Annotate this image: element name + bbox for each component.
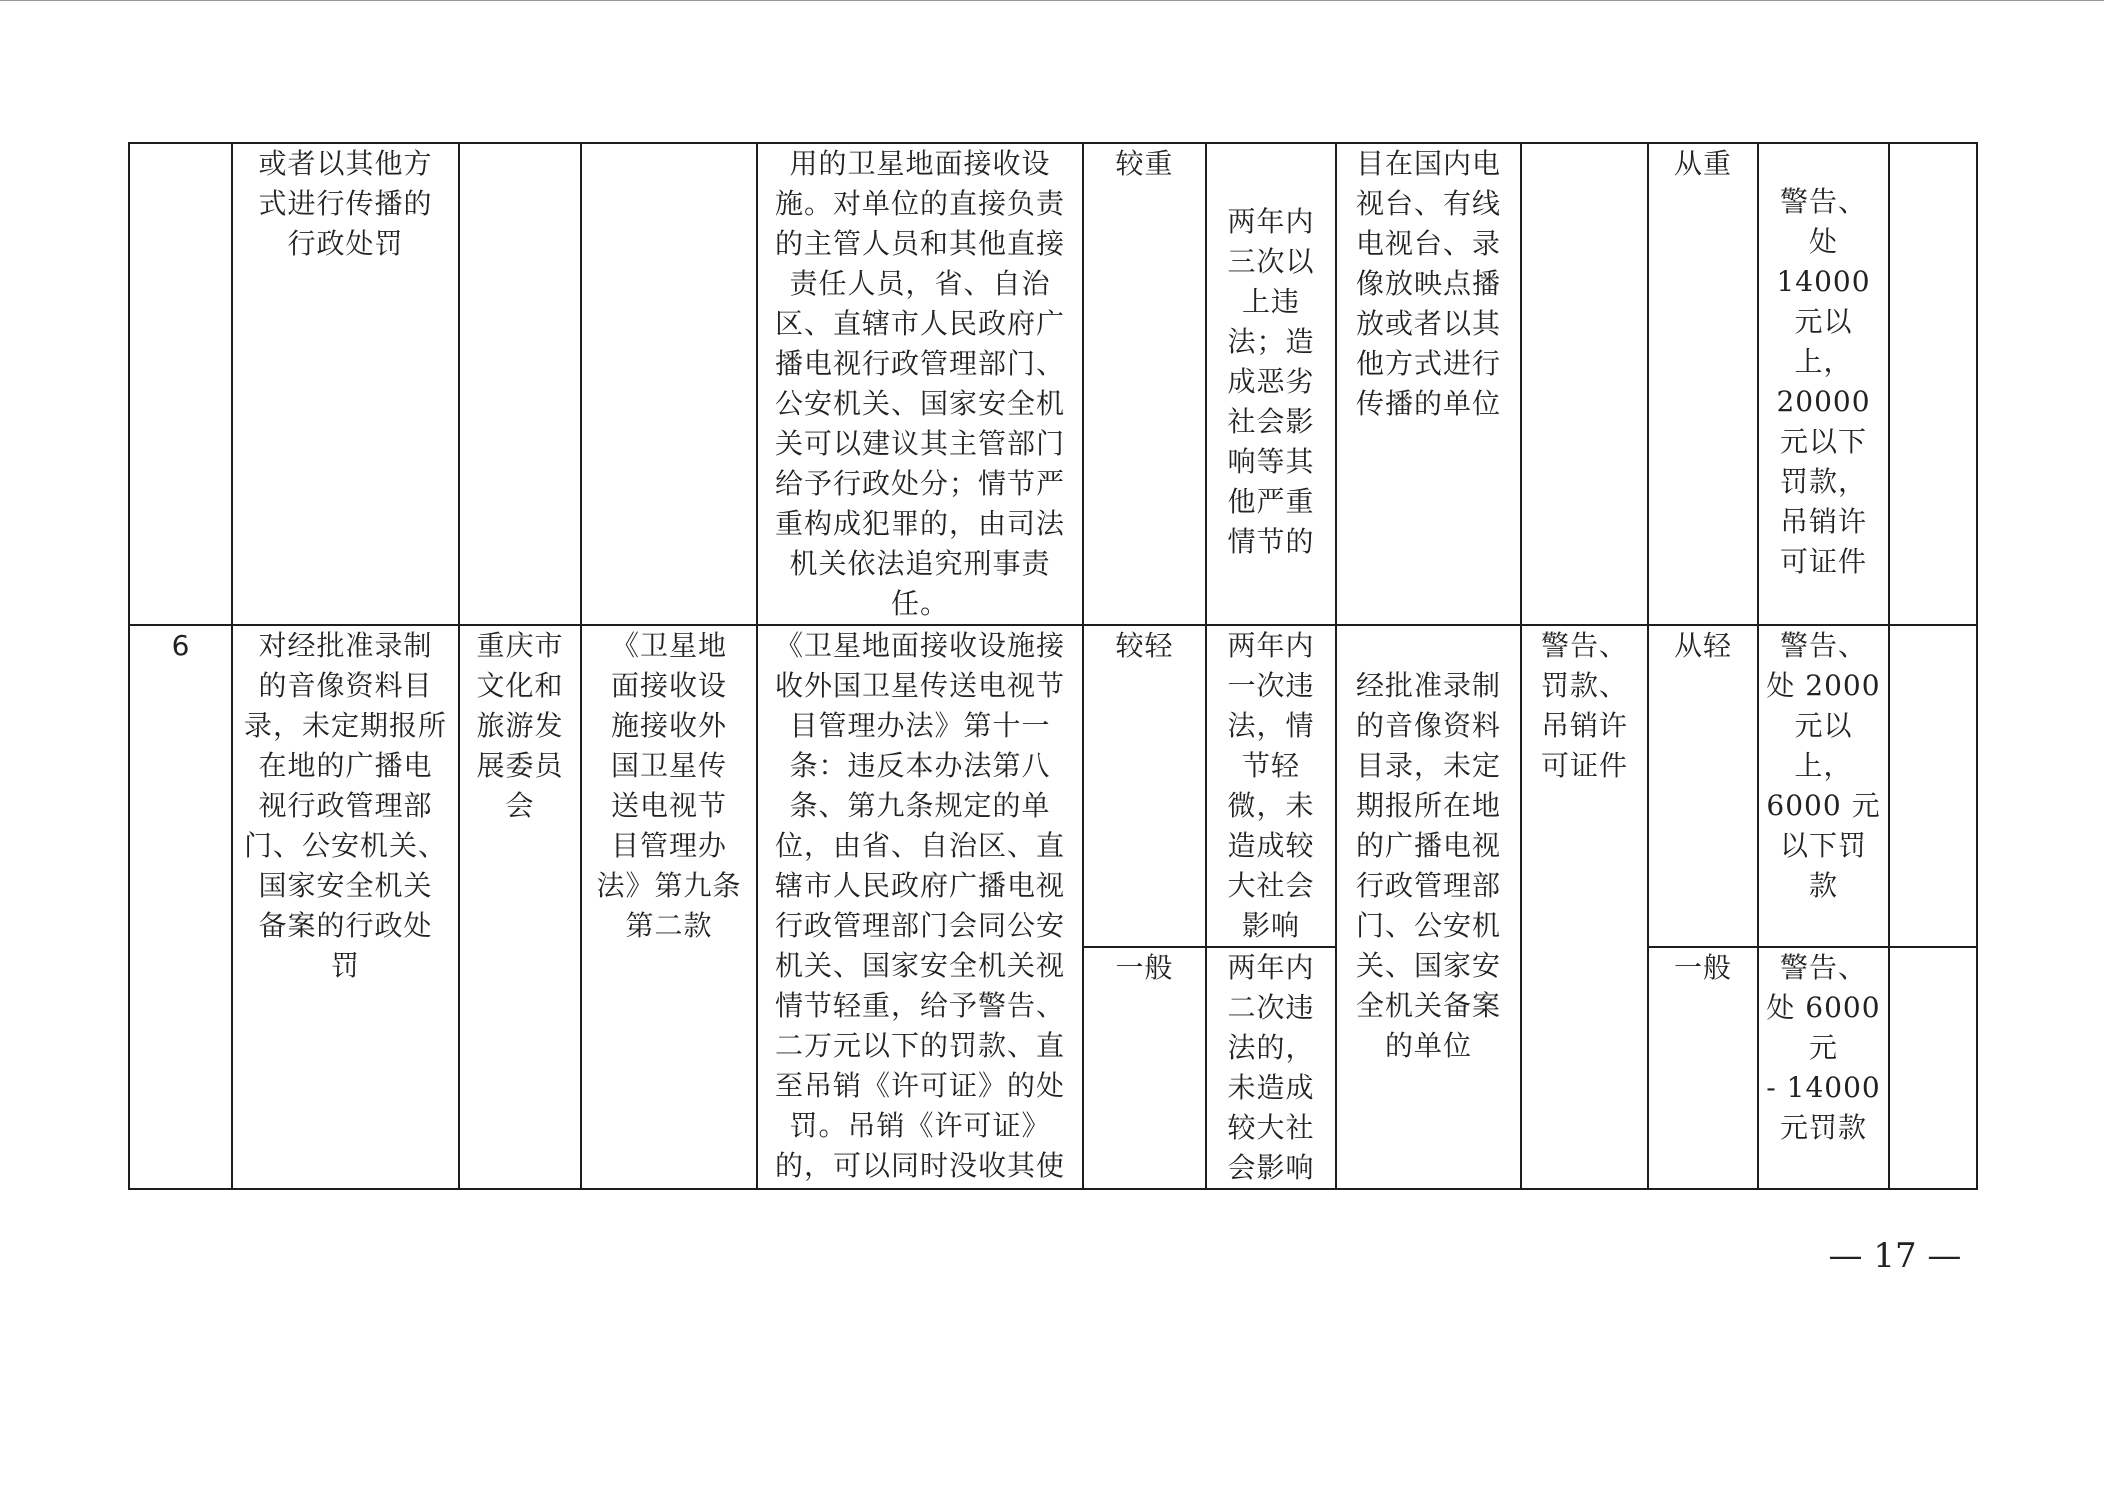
legal-basis-cell — [581, 143, 757, 625]
violation-subject-cell: 经批准录制 的音像资料 目录，未定 期报所在地 的广播电视 行政管理部 门、公安机 关、国家安 全机关备案 的单位 — [1336, 625, 1521, 1189]
discretion-standard-cell: 警告、 处 14000 元以 上， 20000 元以下 罚款， 吊销许 可证件 — [1758, 143, 1889, 625]
penalty-type-cell: 警告、 罚款、 吊销许 可证件 — [1521, 625, 1648, 1189]
discretion-mode-cell: 从重 — [1648, 143, 1758, 625]
remark-cell — [1889, 947, 1977, 1189]
page-top-border — [0, 0, 2104, 1]
legal-content-cell: 《卫星地面接收设施接收外国卫星传送电视节目管理办法》第十一条：违反本办法第八条、第九条规定的单位，由省、自治区、直辖市人民政府广播电视行政管理部门会同公安机关、国家安全机关视情节轻重，给予警告、二万元以下的罚款、直至吊销《许可证》的处罚。吊销《许可证》的，可以同时没收其使 — [757, 625, 1083, 1189]
row-number-cell: 6 — [129, 625, 232, 1189]
penalty-name-cell: 或者以其他方 式进行传播的 行政处罚 — [232, 143, 459, 625]
table-row — [129, 625, 1977, 947]
discretion-standard-cell: 警告、 处 6000 元 - 14000 元罚款 — [1758, 947, 1889, 1189]
violation-level-cell: 较重 — [1083, 143, 1206, 625]
penalty-standards-table — [128, 142, 1978, 1190]
circumstance-cell: 两年内 一次违 法，情 节轻 微，未 造成较 大社会 影响 — [1206, 625, 1336, 947]
legal-content-cell: 用的卫星地面接收设施。对单位的直接负责的主管人员和其他直接责任人员，省、自治区、直辖市人民政府广播电视行政管理部门、公安机关、国家安全机关可以建议其主管部门给予行政处分；情节严重构成犯罪的，由司法机关依法追究刑事责任。 — [757, 143, 1083, 625]
circumstance-cell: 两年内 三次以 上违 法；造 成恶劣 社会影 响等其 他严重 情节的 — [1206, 143, 1336, 625]
violation-level-cell: 一般 — [1083, 947, 1206, 1189]
legal-basis-cell: 《卫星地 面接收设 施接收外 国卫星传 送电视节 目管理办 法》第九条 第二款 — [581, 625, 757, 1189]
remark-cell — [1889, 625, 1977, 947]
penalty-type-cell — [1521, 143, 1648, 625]
discretion-mode-cell: 一般 — [1648, 947, 1758, 1189]
enforcement-agency-cell — [459, 143, 581, 625]
violation-subject-cell: 目在国内电 视台、有线 电视台、录 像放映点播 放或者以其 他方式进行 传播的单位 — [1336, 143, 1521, 625]
violation-level-cell: 较轻 — [1083, 625, 1206, 947]
table-row — [129, 143, 1977, 625]
enforcement-agency-cell: 重庆市 文化和 旅游发 展委员 会 — [459, 625, 581, 1189]
page-number: — 17 — — [1828, 1236, 1962, 1276]
discretion-standard-cell: 警告、 处 2000 元以 上， 6000 元 以下罚 款 — [1758, 625, 1889, 947]
circumstance-cell: 两年内 二次违 法的， 未造成 较大社 会影响 — [1206, 947, 1336, 1189]
penalty-name-cell: 对经批准录制 的音像资料目 录，未定期报所 在地的广播电 视行政管理部 门、公安机关、 国家安全机关 备案的行政处 罚 — [232, 625, 459, 1189]
discretion-mode-cell: 从轻 — [1648, 625, 1758, 947]
remark-cell — [1889, 143, 1977, 625]
row-number-cell — [129, 143, 232, 625]
